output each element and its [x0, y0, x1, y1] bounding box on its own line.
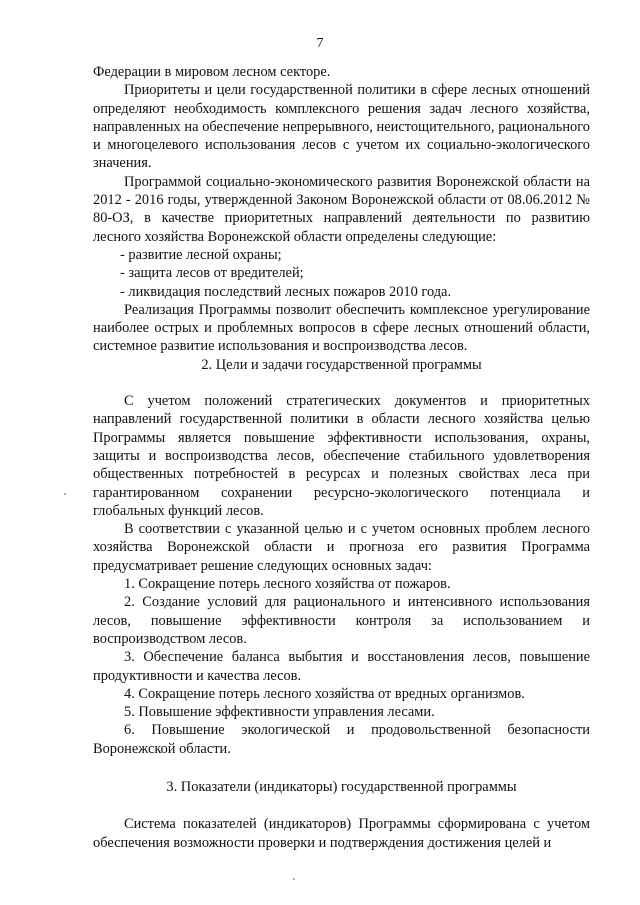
scan-speck	[293, 878, 295, 880]
list-item: - защита лесов от вредителей;	[120, 265, 304, 282]
paragraph: Система показателей (индикаторов) Программы сформирована с учетом обеспечения возможности проверки и подтверждения достижения целей и	[93, 816, 590, 851]
list-item: 2. Создание условий для рационального и интенсивного использования лесов, повышение эффективности контроля за использованием и воспроизводством лесов.	[93, 594, 590, 647]
list-item: 5. Повышение эффективности управления лесами.	[124, 704, 435, 721]
paragraph: Реализация Программы позволит обеспечить комплексное урегулирование наиболее острых и проблемных вопросов в сфере лесных отношений области, системное развитие использования и воспроизводства лесов.	[93, 301, 590, 355]
list-item: - развитие лесной охраны;	[120, 246, 282, 263]
list-item: 1. Сокращение потерь лесного хозяйства от пожаров.	[124, 576, 451, 593]
paragraph: В соответствии с указанной целью и с учетом основных проблем лесного хозяйства Воронежской области и прогноза его развития Программа предусматривает решение следующих основных задач:	[93, 521, 590, 574]
paragraph: С учетом положений стратегических документов и приоритетных направлений государственной политики в области лесного хозяйства целью Программы является повышение эффективности использования, охраны, защиты и воспроизводства лесов, обеспечение стабильного удовлетворения общественных потребностей в ресурсах и полезных свойствах леса при гарантированном сохранении ресурсно-экологического потенциала и глобальных функций лесов.	[93, 393, 590, 519]
section-heading-3: 3. Показатели (индикаторы) государственной программы	[166, 778, 517, 795]
list-item: 3. Обеспечение баланса выбытия и восстановления лесов, повышение продуктивности и качества лесов.	[93, 649, 590, 684]
list-item: 4. Сокращение потерь лесного хозяйства от вредных организмов.	[124, 685, 525, 702]
paragraph: Федерации в мировом лесном секторе.	[93, 64, 331, 80]
section-heading-2: 2. Цели и задачи государственной программы	[201, 356, 482, 373]
paragraph: Программой социально-экономического развития Воронежской области на 2012 - 2016 годы, утвержденной Законом Воронежской области от 08.06.2012 № 80-ОЗ, в качестве приоритетных направлений деятельности по развитию лесного хозяйства Воронежской области определены следующие:	[93, 173, 590, 245]
list-item: - ликвидация последствий лесных пожаров 2010 года.	[120, 283, 452, 300]
paragraph: Приоритеты и цели государственной политики в сфере лесных отношений определяют необходимость комплексного решения задач лесного хозяйства, направленных на обеспечение непрерывного, неистощительного, рационального и многоцелевого использования лесов с учетом их социально-экологического значения.	[93, 82, 590, 172]
document-body	[93, 63, 590, 852]
list-item: 6. Повышение экологической и продовольственной безопасности Воронежской области.	[93, 722, 590, 757]
scan-speck	[64, 493, 66, 495]
page-number: 7	[316, 36, 324, 51]
